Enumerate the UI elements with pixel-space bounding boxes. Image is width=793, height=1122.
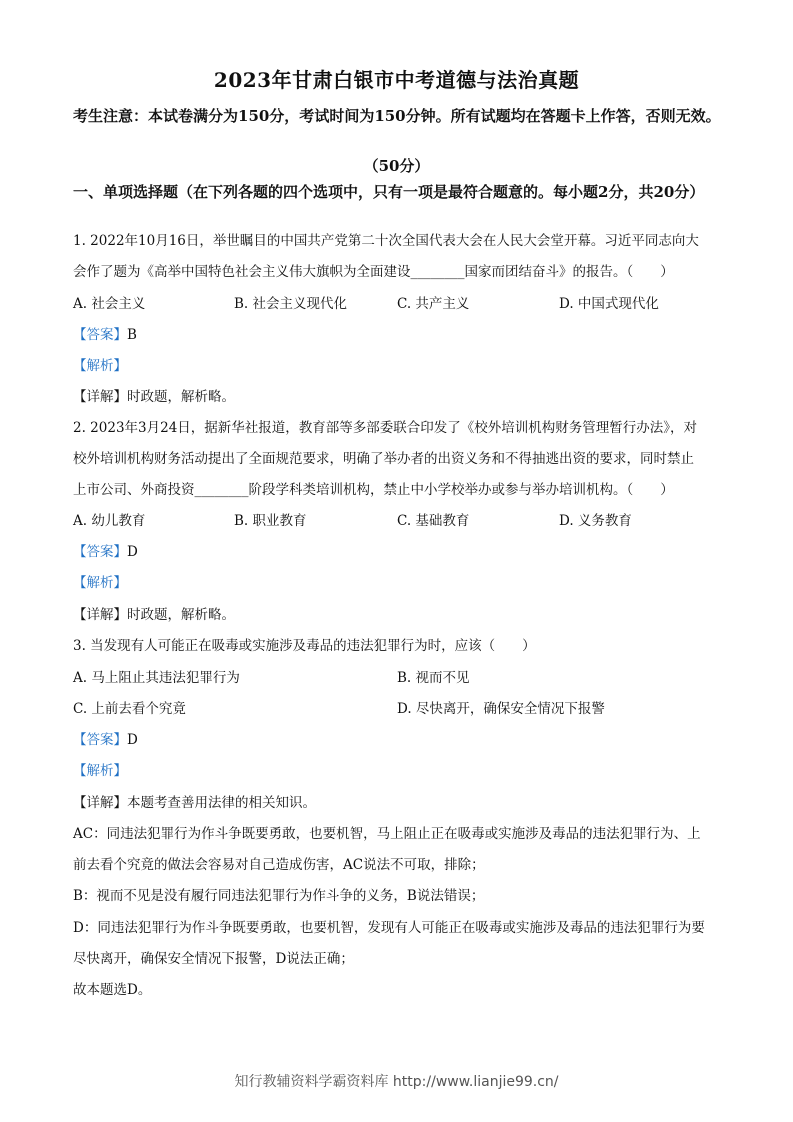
q2-option-b: B. 职业教育: [234, 513, 307, 529]
answer-value: D: [127, 732, 138, 748]
q3-answer: [73, 730, 723, 750]
q2-answer: [73, 542, 723, 562]
q3-option-d: D. 尽快离开，确保安全情况下报警: [397, 701, 605, 717]
q3-ac-line-1: AC：同违法犯罪行为作斗争既要勇敢，也要机智，马上阻止正在吸毒或实施涉及毒品的违法犯罪行为、上: [73, 826, 701, 842]
q3-d-line-2: 尽快离开，确保安全情况下报警，D说法正确；: [73, 951, 354, 967]
q1-option-d: D. 中国式现代化: [559, 296, 659, 312]
section-heading: 一、单项选择题（在下列各题的四个选项中，只有一项是最符合题意的。每小题2分，共20分）: [73, 183, 705, 201]
q3-ac-line-2: 前去看个究竟的做法会容易对自己造成伤害，AC说法不可取，排除；: [73, 857, 485, 873]
q3-stem: 3. 当发现有人可能正在吸毒或实施涉及毒品的违法犯罪行为时，应该（ ）: [73, 638, 536, 654]
answer-value: B: [127, 327, 137, 343]
q2-option-a: A. 幼儿教育: [73, 513, 146, 529]
q3-option-b: B. 视而不见: [397, 670, 470, 686]
q2-option-d: D. 义务教育: [559, 513, 632, 529]
q2-stem-line-2: 校外培训机构财务活动提出了全面规范要求，明确了举办者的出资义务和不得抽逃出资的要求，同时禁止: [73, 451, 694, 467]
answer-tag: 【答案】: [73, 732, 127, 748]
detail-tag: 【详解】: [73, 607, 127, 623]
footer-watermark-link[interactable]: 知行教辅资料学霸资料库 http://www.lianjie99.cn/: [234, 1074, 559, 1090]
answer-value: D: [127, 544, 138, 560]
q2-analysis-tag: 【解析】: [73, 575, 127, 591]
q1-option-a: A. 社会主义: [73, 296, 146, 312]
detail-text: 时政题，解析略。: [127, 389, 235, 405]
q3-detail: [73, 793, 723, 813]
q2-option-c: C. 基础教育: [397, 513, 470, 529]
answer-tag: 【答案】: [73, 544, 127, 560]
q3-b-line: B：视而不见是没有履行同违法犯罪行为作斗争的义务，B说法错误；: [73, 888, 485, 904]
q1-option-c: C. 共产主义: [397, 296, 470, 312]
exam-notice: 考生注意：本试卷满分为150分，考试时间为150分钟。所有试题均在答题卡上作答，否则无效。: [73, 107, 721, 125]
q2-detail: [73, 605, 723, 625]
answer-tag: 【答案】: [73, 327, 127, 343]
q1-analysis-tag: 【解析】: [73, 358, 127, 374]
q3-option-a: A. 马上阻止其违法犯罪行为: [73, 670, 240, 686]
detail-text: 时政题，解析略。: [127, 607, 235, 623]
q3-d-line-1: D：同违法犯罪行为作斗争既要勇敢，也要机智，发现有人可能正在吸毒或实施涉及毒品的违法犯罪行为要: [73, 920, 705, 936]
q1-stem-line-1: 1. 2022年10月16日，举世瞩目的中国共产党第二十次全国代表大会在人民大会堂开幕。习近平同志向大: [73, 233, 699, 249]
section-score: （50分）: [363, 157, 430, 175]
detail-tag: 【详解】: [73, 389, 127, 405]
q1-stem-line-2: 会作了题为《高举中国特色社会主义伟大旗帜为全面建设________国家而团结奋斗》的报告。（ ）: [73, 264, 674, 280]
q1-option-b: B. 社会主义现代化: [234, 296, 348, 312]
page-title: 2023年甘肃白银市中考道德与法治真题: [213, 68, 580, 92]
q3-option-c: C. 上前去看个究竟: [73, 701, 186, 717]
q3-analysis-tag: 【解析】: [73, 763, 127, 779]
detail-text: 本题考查善用法律的相关知识。: [127, 795, 316, 811]
q2-stem-line-3: 上市公司、外商投资________阶段学科类培训机构，禁止中小学校举办或参与举办培训机构。（ ）: [73, 482, 674, 498]
q1-answer: [73, 325, 723, 345]
q2-stem-line-1: 2. 2023年3月24日，据新华社报道，教育部等多部委联合印发了《校外培训机构财务管理暂行办法》，对: [73, 420, 698, 436]
detail-tag: 【详解】: [73, 795, 127, 811]
q1-detail: [73, 387, 723, 407]
q3-conclusion: 故本题选D。: [73, 982, 152, 998]
